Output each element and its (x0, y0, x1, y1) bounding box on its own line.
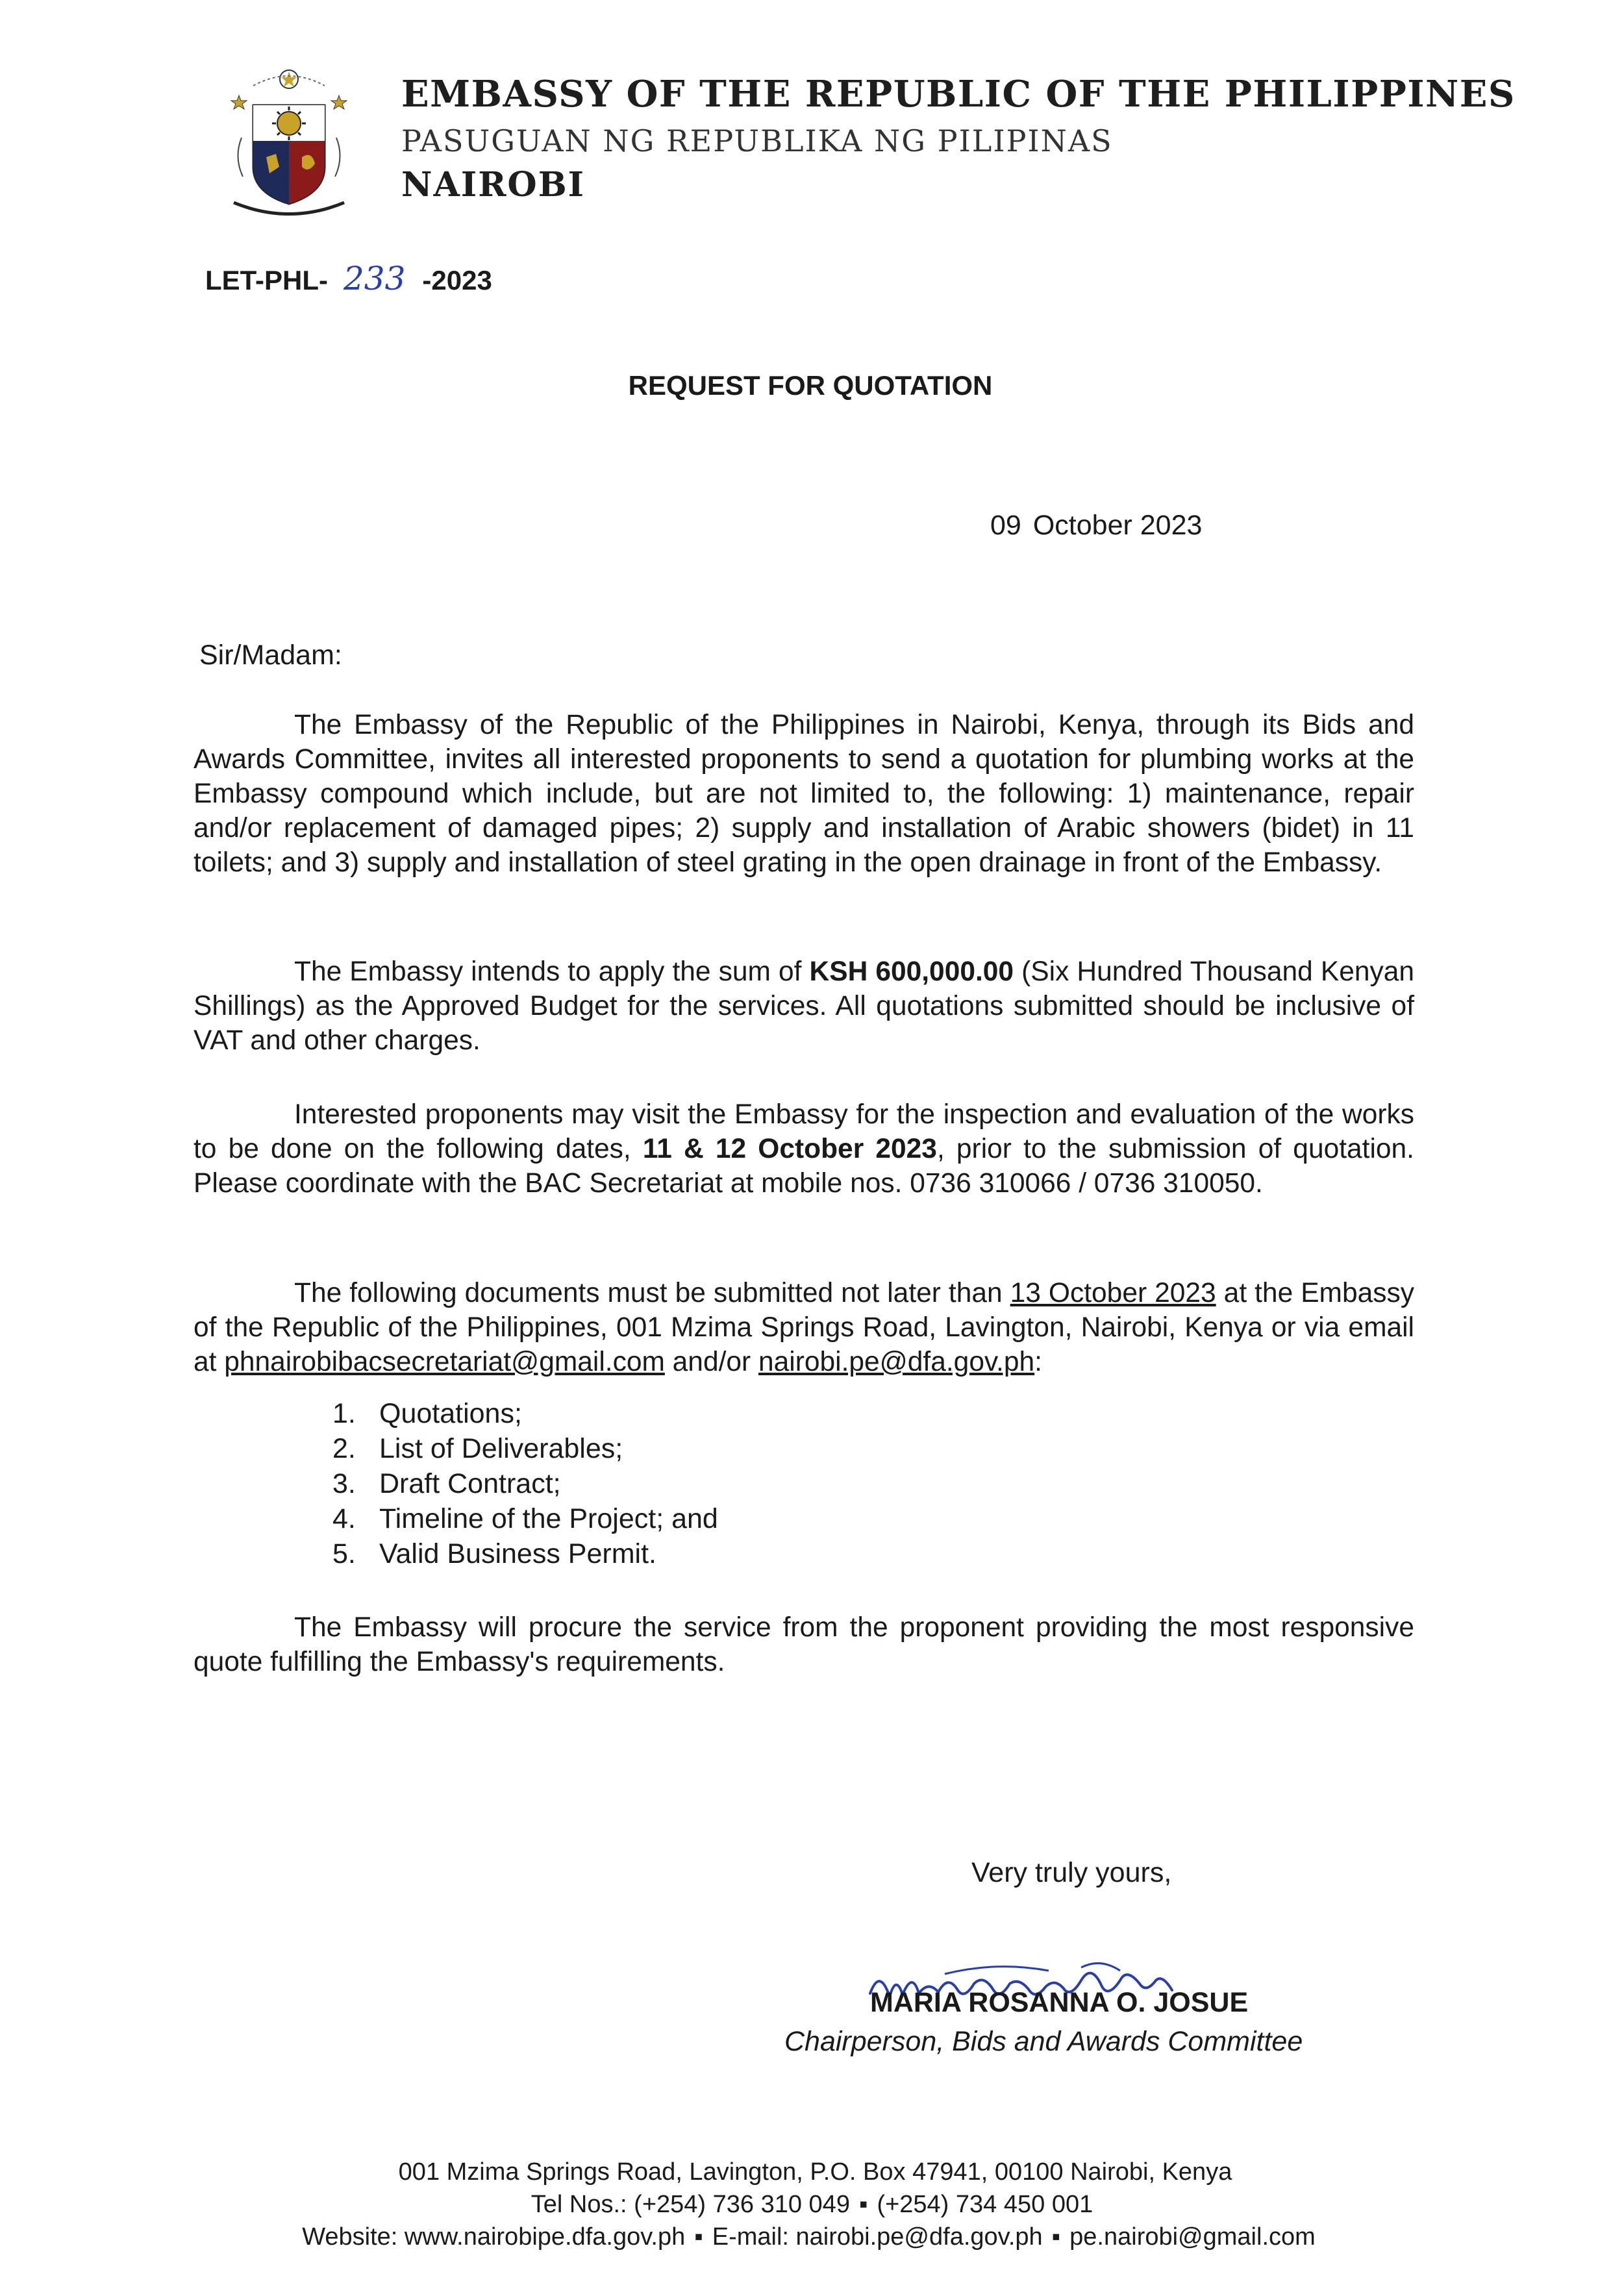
submission-text-b: at the Embassy of the Republic of the Philippines, 001 Mzima Springs Road, Lavington, Nairobi, Kenya or via email at (194, 1278, 1414, 1377)
email-label: E-mail: (712, 2223, 789, 2251)
footer-telephone (0, 2188, 1611, 2221)
reference-number (205, 260, 492, 297)
date-month-year: October 2023 (1032, 510, 1203, 541)
signatory-title: Chairperson, Bids and Awards Committee (784, 2026, 1303, 2057)
website-link[interactable]: www.nairobipe.dfa.gov.ph (404, 2223, 686, 2251)
footer-address: 001 Mzima Springs Road, Lavington, P.O. Box 47941, 00100 Nairobi, Kenya (398, 2158, 1232, 2186)
submission-text-a: The following documents must be submitted not later than (294, 1278, 1010, 1308)
separator-icon: ▪ (858, 2191, 868, 2218)
letterhead-embassy-name-filipino: PASUGUAN NG REPUBLIKA NG PILIPINAS (401, 123, 1113, 158)
list-item (332, 1396, 718, 1431)
footer-email-1[interactable]: nairobi.pe@dfa.gov.ph (795, 2223, 1043, 2251)
tel-number-1: (+254) 736 310 049 (634, 2191, 850, 2218)
document-title: REQUEST FOR QUOTATION (628, 370, 993, 401)
paragraph-invitation: The Embassy of the Republic of the Philippines in Nairobi, Kenya, through its Bids and Awards Committee, invites all interested proponents to send a quotation for plumbing works at the Embassy compound which include, but are not limited to, the following: 1) maintenance, repair and/or replacement of damaged pipes; 2) supply and installation of Arabic showers (bidet) in 11 toilets; and 3) supply and installation of steel grating in the open drainage in front of the Embassy. (194, 710, 1414, 878)
inspection-text-a: Interested proponents may visit the Embassy for the inspection and evaluation of the works to be done on the following dates, (194, 1099, 1414, 1164)
list-item-text: List of Deliverables; (379, 1433, 623, 1464)
footer-web-email (0, 2221, 1611, 2253)
list-item-text: Quotations; (379, 1398, 522, 1429)
list-item-text: Timeline of the Project; and (379, 1503, 718, 1534)
signatory-name: MARIA ROSANNA O. JOSUE (870, 1987, 1249, 2018)
list-item-number: 2. (332, 1433, 356, 1464)
reference-handwritten-number: 233 (343, 260, 406, 297)
budget-amount: KSH 600,000.00 (809, 956, 1014, 987)
bac-email-link[interactable]: phnairobibacsecretariat@gmail.com (224, 1347, 665, 1377)
philippine-seal-icon (214, 60, 364, 222)
submission-text-d: : (1034, 1347, 1042, 1377)
paragraph-procurement: The Embassy will procure the service from the proponent providing the most responsive quote fulfilling the Embassy's requirements. (194, 1612, 1414, 1677)
inspection-dates: 11 & 12 October 2023 (642, 1134, 937, 1164)
embassy-email-link[interactable]: nairobi.pe@dfa.gov.ph (758, 1347, 1035, 1377)
salutation: Sir/Madam: (199, 640, 342, 671)
reference-suffix: -2023 (422, 265, 492, 295)
requirements-list (332, 1396, 718, 1571)
submission-text-c: and/or (664, 1347, 758, 1377)
list-item (332, 1466, 718, 1501)
budget-text-a: The Embassy intends to apply the sum of (294, 956, 810, 987)
submission-deadline: 13 October 2023 (1010, 1278, 1216, 1308)
letterhead-embassy-name: EMBASSY OF THE REPUBLIC OF THE PHILIPPINES (401, 73, 1516, 116)
closing: Very truly yours, (971, 1857, 1172, 1888)
list-item (332, 1536, 718, 1571)
website-label: Website: (302, 2223, 398, 2251)
budget-text-b: (Six Hundred Thousand Kenyan Shillings) as the Approved Budget for the services. All quotations submitted should be inclusive of VAT and other charges. (194, 956, 1414, 1056)
embassy-seal-logo (214, 60, 364, 222)
list-item (332, 1431, 718, 1466)
list-item-number: 5. (332, 1538, 356, 1569)
list-item-number: 4. (332, 1503, 356, 1534)
separator-icon: ▪ (694, 2223, 703, 2251)
tel-label: Tel Nos.: (531, 2191, 627, 2218)
letterhead-city: NAIROBI (401, 165, 585, 205)
date-day: 09 (990, 510, 1021, 541)
tel-number-2: (+254) 734 450 001 (877, 2191, 1093, 2218)
list-item-text: Valid Business Permit. (379, 1538, 656, 1569)
list-item-text: Draft Contract; (379, 1468, 561, 1499)
reference-prefix: LET-PHL- (205, 265, 328, 295)
footer-email-2[interactable]: pe.nairobi@gmail.com (1069, 2223, 1316, 2251)
list-item-number: 1. (332, 1398, 356, 1429)
letter-date (990, 510, 1202, 542)
list-item-number: 3. (332, 1468, 356, 1499)
paragraph-submission (194, 1276, 1414, 1379)
paragraph-inspection (194, 1097, 1414, 1201)
separator-icon: ▪ (1051, 2223, 1061, 2251)
paragraph-budget (194, 955, 1414, 1058)
list-item (332, 1501, 718, 1536)
inspection-text-b: , prior to the submission of quotation. Please coordinate with the BAC Secretariat at mobile nos. 0736 310066 / 0736 310050. (194, 1134, 1414, 1199)
